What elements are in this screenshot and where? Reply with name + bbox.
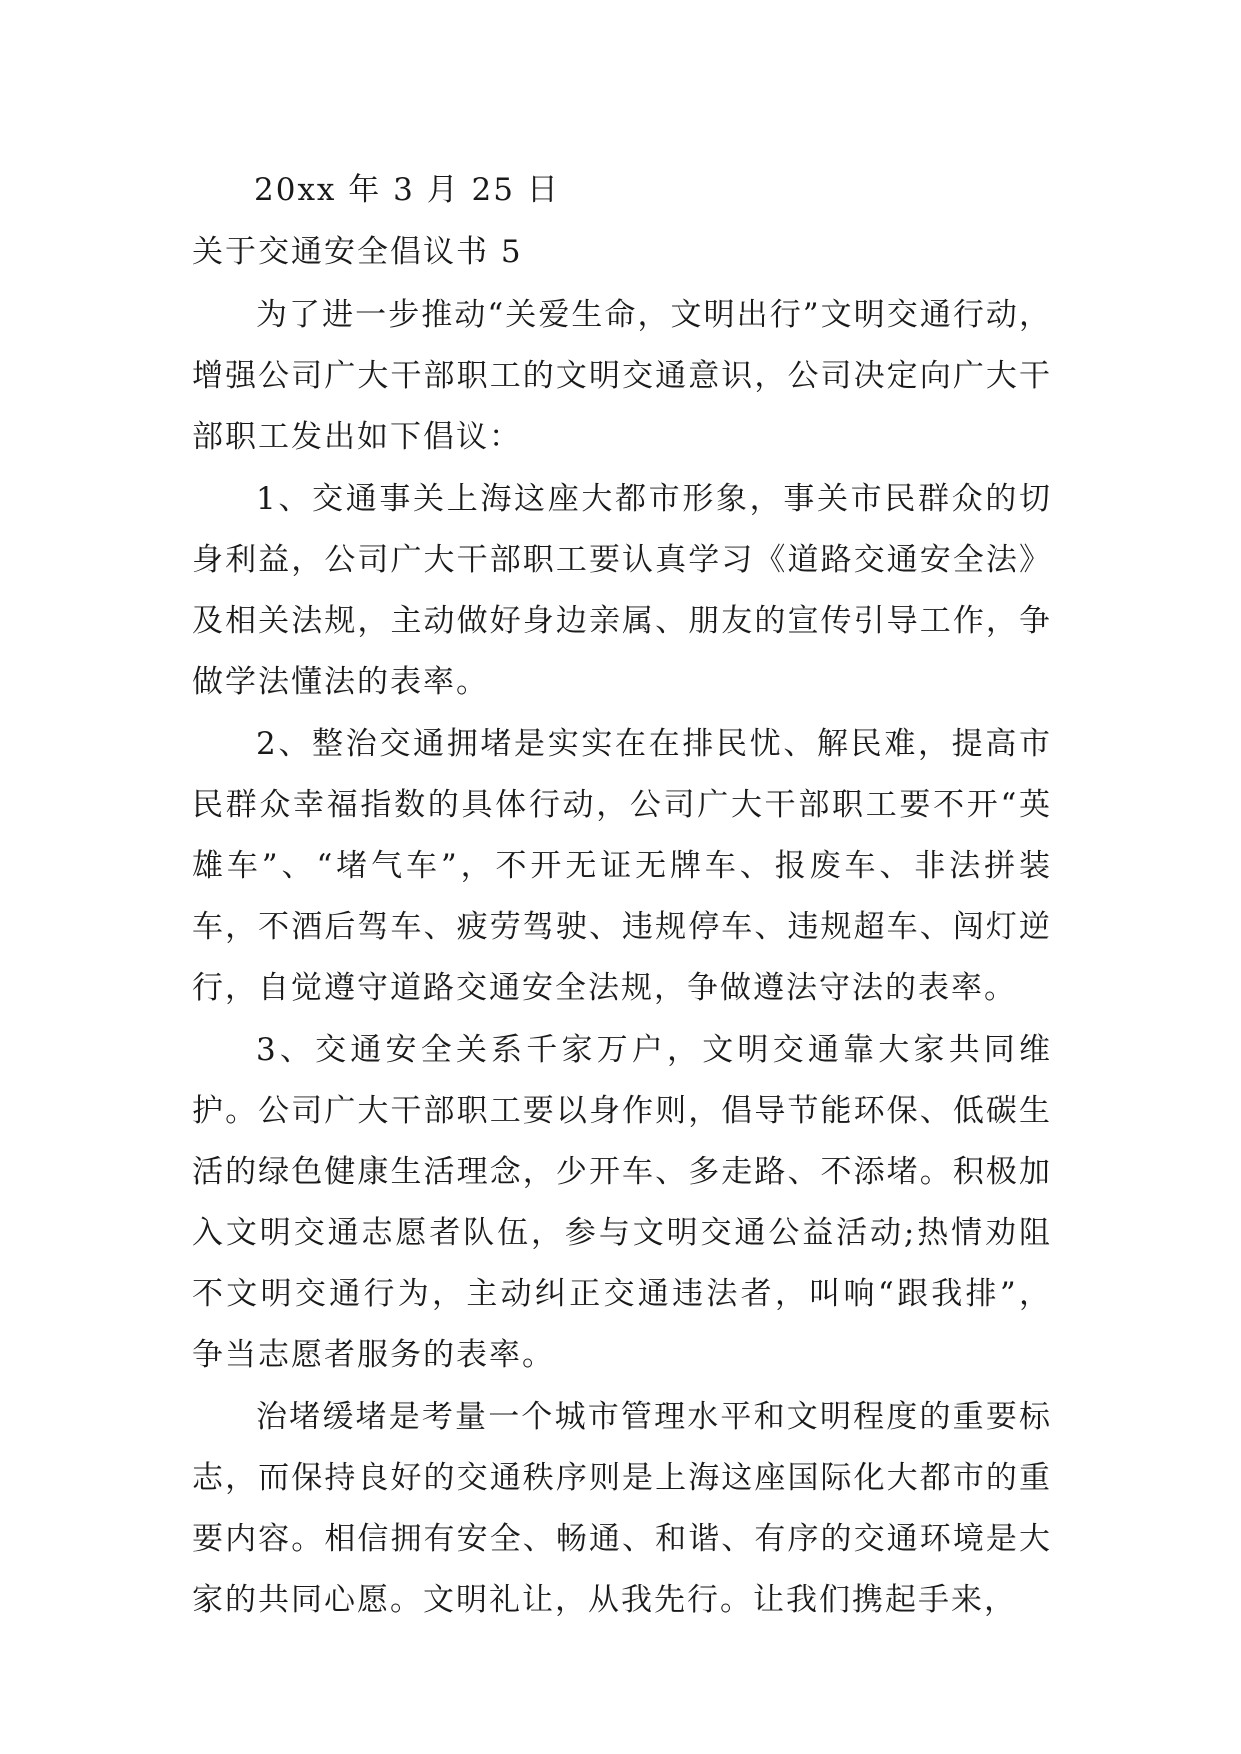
paragraph-item-2: 2、整治交通拥堵是实实在在排民忧、解民难，提高市民群众幸福指数的具体行动，公司广大干部职工要不开“英雄车”、“堵气车”，不开无证无牌车、报废车、非法拼装车，不酒后驾车、疲劳驾驶、违规停车、违规超车、闯灯逆行，自觉遵守道路交通安全法规，争做遵法守法的表率。 — [192, 726, 1052, 1006]
paragraph-item-1: 1、交通事关上海这座大都市形象，事关市民群众的切身利益，公司广大干部职工要认真学习《道路交通安全法》及相关法规，主动做好身边亲属、朋友的宣传引导工作，争做学法懂法的表率。 — [192, 481, 1052, 700]
paragraph-item-3: 3、交通安全关系千家万户，文明交通靠大家共同维护。公司广大干部职工要以身作则，倡导节能环保、低碳生活的绿色健康生活理念，少开车、多走路、不添堵。积极加入文明交通志愿者队伍，参与文明交通公益活动;热情劝阻不文明交通行为，主动纠正交通违法者，叫响“跟我排”，争当志愿者服务的表率。 — [192, 1032, 1052, 1373]
document-body — [192, 160, 1052, 1631]
paragraph-intro: 为了进一步推动“关爱生命，文明出行”文明交通行动，增强公司广大干部职工的文明交通意识，公司决定向广大干部职工发出如下倡议： — [192, 297, 1052, 455]
document-title: 关于交通安全倡议书 5 — [192, 234, 523, 270]
document-date: 20xx 年 3 月 25 日 — [254, 172, 560, 208]
paragraph-closing: 治堵缓堵是考量一个城市管理水平和文明程度的重要标志，而保持良好的交通秩序则是上海这座国际化大都市的重要内容。相信拥有安全、畅通、和谐、有序的交通环境是大家的共同心愿。文明礼让，从我先行。让我们携起手来， — [192, 1399, 1052, 1618]
